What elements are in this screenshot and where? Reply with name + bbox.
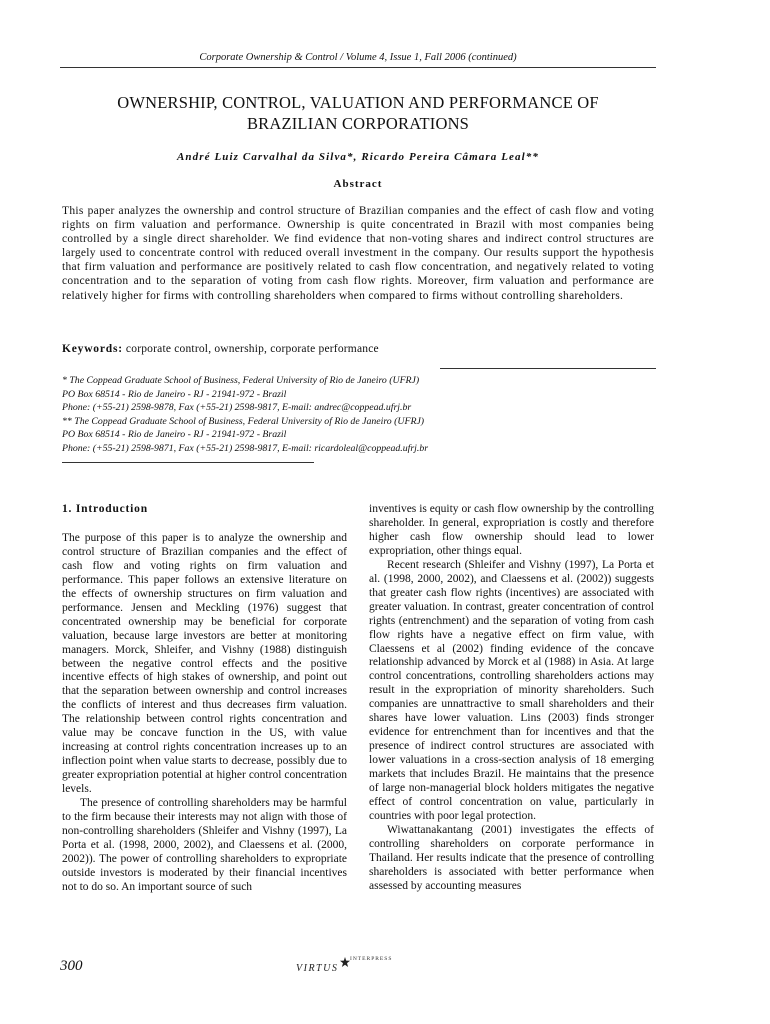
- paragraph: The purpose of this paper is to analyze the ownership and control structure of Brazilian companies and the effect of cash flow and voting rights on firm valuation and performance. This paper follows an extensive literature on the effects of ownership structures on firm valuation and performance. Jensen and Meckling (1976) suggest that concentrated ownership may be beneficial for corporate valuation, because large investors are better at monitoring managers. Morck, Shleifer, and Vishny (1988) distinguish between the negative control effects and the positive incentive effects of high stakes of ownership, and point out that the separation between ownership and control increases the conflicts of interest and thus decreases firm valuation. The relationship between control rights concentration and value may be concave function in the US, with value increasing at control rights concentration increases up to an inflection point when value starts to decrease, possibly due to greater expropriation potential at higher control concentration levels.: [62, 531, 347, 796]
- page-number: 300: [60, 958, 83, 974]
- logo-main-text: VIRTUS: [296, 963, 339, 974]
- header-rule: [60, 67, 656, 68]
- affiliation-line: * The Coppead Graduate School of Business, Federal University of Rio de Janeiro (UFRJ): [62, 375, 420, 386]
- affiliation-line: Phone: (+55-21) 2598-9871, Fax (+55-21) 2598-9817, E-mail: ricardoleal@coppead.ufrj.br: [62, 442, 429, 454]
- section-heading: 1. Introduction: [62, 503, 148, 515]
- paragraph: Recent research (Shleifer and Vishny (1997), La Porta et al. (1998, 2000, 2002), and Claessens et al. (2002)) suggests that greater cash flow rights (incentives) are associated with greater valuation. In contrast, greater concentration of control rights (entrenchment) and the separation of voting from cash flow rights have a negative effect on firm value, with Claessens et al (2002) finding evidence of the concave relationship advanced by Morck et al (1988) in Asia. At large control concentrations, controlling shareholders actions may result in the expropriation of minority shareholders. Such companies are unnattractive to small shareholders and their shares have lower valuation. Lins (2003) finds stronger evidence for entrenchment than for incentives and that the presence of indirect control structures are associated with lower valuations in a cross-section analysis of 18 emerging markets that includes Brazil. He maintains that the presence of large non-managerial block holders mitigates the negative effect of control concentration on value, particularly in countries with poor legal protection.: [369, 558, 654, 822]
- keywords: [62, 343, 654, 355]
- affiliation-rule-top: [440, 368, 656, 369]
- affiliation-line: Phone: (+55-21) 2598-9878, Fax (+55-21) 2598-9817, E-mail: andrec@coppead.ufrj.br: [62, 402, 412, 414]
- paragraph: The presence of controlling shareholders may be harmful to the firm because their interests may not align with those of non-controlling shareholders (Shleifer and Vishny (1997), La Porta et al. (1998, 2000, 2002), and Claessens et al. (2000, 2002)). The power of controlling shareholders to expropriate outside investors is moderated by their financial incentives not to do so. An important source of such: [62, 797, 347, 893]
- affiliations: [62, 374, 656, 456]
- keywords-text: corporate control, ownership, corporate performance: [122, 343, 379, 355]
- affiliation-line: PO Box 68514 - Rio de Janeiro - RJ - 21941-972 - Brazil: [62, 388, 287, 400]
- logo-sub-text: INTERPRESS: [350, 956, 393, 962]
- title-line-2: BRAZILIAN CORPORATIONS: [246, 114, 470, 133]
- title-line-1: OWNERSHIP, CONTROL, VALUATION AND PERFORMANCE OF: [117, 93, 599, 112]
- paragraph: inventives is equity or cash flow ownership by the controlling shareholder. In general, expropriation is costly and therefore higher cash flow ownership should lead to lower expropriation, other things equal.: [369, 503, 654, 557]
- paragraph: Wiwattanakantang (2001) investigates the effects of controlling shareholders on corporate performance in Thailand. Her results indicate that the presence of controlling shareholders is associated with better performance when assessed by accounting measures: [369, 823, 654, 892]
- affiliation-line: PO Box 68514 - Rio de Janeiro - RJ - 21941-972 - Brazil: [62, 429, 287, 441]
- affiliation-line: ** The Coppead Graduate School of Business, Federal University of Rio de Janeiro (UFRJ): [62, 415, 425, 427]
- publisher-logo: [296, 956, 406, 978]
- paper-title: [60, 92, 656, 134]
- left-column: [62, 503, 347, 895]
- affiliation-rule-bottom: [62, 462, 314, 463]
- abstract-heading: Abstract: [333, 178, 383, 190]
- star-icon: [340, 957, 350, 967]
- running-header: Corporate Ownership & Control / Volume 4, Issue 1, Fall 2006 (continued): [199, 52, 517, 63]
- keywords-label: Keywords:: [62, 343, 123, 355]
- abstract-text: This paper analyzes the ownership and control structure of Brazilian companies and the effect of cash flow and voting rights on firm valuation and performance. Ownership is quite concentrated in Brazil with most companies being controlled by a single direct shareholder. We find evidence that non-voting shares and indirect control structures are largely used to concentrate control with reduced overall investment in the company. Our results support the hypothesis that firm valuation and performance are positively related to cash flow concentration, and negatively related to voting concentration and to the separation of voting from cash flow rights. Moreover, firm valuation and performance are relatively higher for firms with controlling shareholders when compared to firms without controlling shareholders.: [62, 205, 654, 302]
- right-column: [369, 503, 654, 894]
- authors: André Luiz Carvalhal da Silva*, Ricardo Pereira Câmara Leal**: [177, 151, 539, 163]
